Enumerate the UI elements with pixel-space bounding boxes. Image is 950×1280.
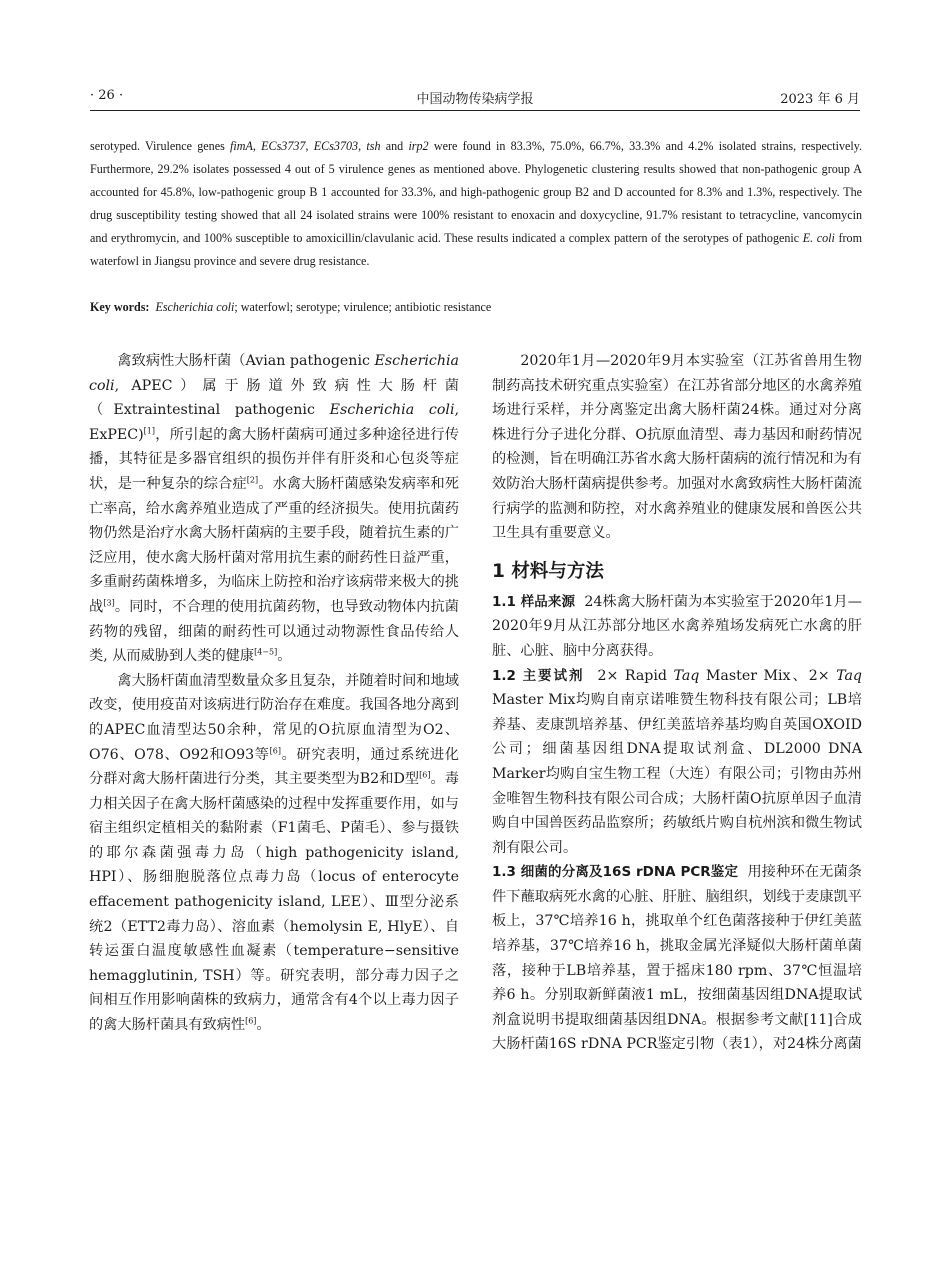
subsection-1-2: 1.2 主要试剂 2× Rapid Taq Master Mix、2× Taq Master Mix均购自南京诺唯赞生物科技有限公司；LB培养基、麦康凯培养基、伊红美蓝培养基均购自英国OXOID公司；细菌基因组DNA提取试剂盒、DL2000 DNA Marker均购自宝生物工程（大连）有限公司；引物由苏州金唯智生物科技有限公司合成；大肠杆菌O抗原单因子血清购自中国兽医药品监察所；药敏纸片购自杭州滨和微生物试剂有限公司。	[492, 667, 862, 856]
subsection-heading: 1.1 样品来源	[492, 593, 576, 610]
subsection-heading: 1.3 细菌的分离及16S rDNA PCR鉴定	[492, 864, 739, 881]
citation[interactable]: [6]	[419, 770, 431, 780]
citation[interactable]: [2]	[246, 475, 259, 485]
subsection-1-3: 1.3 细菌的分离及16S rDNA PCR鉴定 用接种环在无菌条件下蘸取病死水禽的心脏、肝脏、脑组织，划线于麦康凯平板上，37℃培养16 h，挑取单个红色菌落接种于伊红美蓝培养基，37℃培养16 h，挑取金属光泽疑似大肠杆菌单菌落，接种于LB培养基，置于摇床180 rpm、37℃恒温培养6 h。分别取新鲜菌液1 mL，按细菌基因组DNA提取试剂盒说明书提取细菌基因组DNA。根据参考文献[11]合成大肠杆菌16S rDNA PCR鉴定引物（表1），对24株分离菌	[492, 864, 862, 1053]
intro-paragraph-3: 2020年1月—2020年9月本实验室（江苏省兽用生物制药高技术研究重点实验室）在江苏省部分地区的水禽养殖场进行采样，并分离鉴定出禽大肠杆菌24株。通过对分离株进行分子进化分群、O抗原血清型、毒力基因和耐药情况的检测，旨在明确江苏省水禽大肠杆菌病的流行情况和为有效防治大肠杆菌病提供参考。加强对水禽致病性大肠杆菌流行病学的监测和防控，对水禽养殖业的健康发展和兽医公共卫生具有重要意义。	[492, 353, 862, 542]
citation[interactable]: [6]	[245, 1016, 257, 1026]
subsection-heading: 1.2 主要试剂	[492, 667, 585, 684]
right-column	[492, 349, 862, 1057]
left-column	[89, 349, 459, 1038]
citation[interactable]: [1]	[143, 426, 155, 436]
keywords: Key words: Escherichia coli; waterfowl; serotype; virulence; antibiotic resistance	[90, 300, 492, 314]
keywords-label: Key words:	[90, 300, 150, 314]
intro-paragraph-1: 禽致病性大肠杆菌（Avian pathogenic Escherichia coli, APEC）属于肠道外致病性大肠杆菌（Extraintestinal pathogenic Escherichia coli, ExPEC)[1]，所引起的禽大肠杆菌病可通过多种途径进行传播，其特征是多器官组织的损伤并伴有肝炎和心包炎等症状，是一种复杂的综合症[2]。水禽大肠杆菌感染发病率和死亡率高，给水禽养殖业造成了严重的经济损失。使用抗菌药物仍然是治疗水禽大肠杆菌病的主要手段，随着抗生素的广泛应用，使水禽大肠杆菌对常用抗生素的耐药性日益严重，多重耐药菌株增多，为临床上防控和治疗该病带来极大的挑战[3]。同时，不合理的使用抗菌药物，也导致动物体内抗菌药物的残留，细菌的耐药性可以通过动物源性食品传给人类, 从而威胁到人类的健康[4−5]。	[89, 353, 459, 665]
page-number: · 26 ·	[90, 88, 124, 103]
subsection-1-1: 1.1 样品来源 24株禽大肠杆菌为本实验室于2020年1月—2020年9月从江苏部分地区水禽养殖场发病死亡水禽的肝脏、心脏、脑中分离获得。	[492, 593, 862, 659]
abstract-text: serotyped. Virulence genes fimA, ECs3737, ECs3703, tsh and irp2 were found in 83.3%, 75.0%, 66.7%, 33.3% and 4.2% isolated strains, respectively. Furthermore, 29.2% isolates possessed 4 out of 5 virulence genes as mentioned above. Phylogenetic clustering results showed that non-pathogenic group A accounted for 45.8%, low-pathogenic group B 1 accounted for 33.3%, and high-pathogenic group B2 and D accounted for 8.3% and 1.3%, respectively. The drug susceptibility testing showed that all 24 isolated strains were 100% resistant to enoxacin and doxycycline, 91.7% resistant to tetracycline, vancomycin and erythromycin, and 100% susceptible to amoxicillin/clavulanic acid. These results indicated a complex pattern of the serotypes of pathogenic E. coli from waterfowl in Jiangsu province and severe drug resistance.	[90, 139, 863, 268]
citation[interactable]: [3]	[103, 598, 115, 608]
citation[interactable]: [6]	[269, 745, 281, 755]
page-header	[90, 88, 860, 111]
citation[interactable]: [4−5]	[254, 647, 278, 657]
intro-paragraph-2: 禽大肠杆菌血清型数量众多且复杂，并随着时间和地域改变，使用疫苗对该病进行防治存在难度。我国各地分离到的APEC血清型达50余种，常见的O抗原血清型为O2、O76、O78、O92和O93等[6]。研究表明，通过系统进化分群对禽大肠杆菌进行分类，其主要类型为B2和D型[6]。毒力相关因子在禽大肠杆菌感染的过程中发挥重要作用，如与宿主组织定植相关的黏附素（F1菌毛、P菌毛）、参与摄铁的耶尔森菌强毒力岛（high pathogenicity island, HPI）、肠细胞脱落位点毒力岛（locus of enterocyte effacement pathogenicity island, LEE）、Ⅲ型分泌系统2（ETT2毒力岛）、溶血素（hemolysin E, HlyE）、自转运蛋白温度敏感性血凝素（temperature−sensitive hemagglutinin, TSH）等。研究表明，部分毒力因子之间相互作用影响菌株的致病力，通常含有4个以上毒力因子的禽大肠杆菌具有致病性[6]。	[89, 672, 459, 1034]
section-heading: 1 材料与方法	[492, 560, 604, 582]
issue-date: 2023 年 6 月	[780, 92, 860, 107]
journal-title: 中国动物传染病学报	[416, 92, 534, 107]
